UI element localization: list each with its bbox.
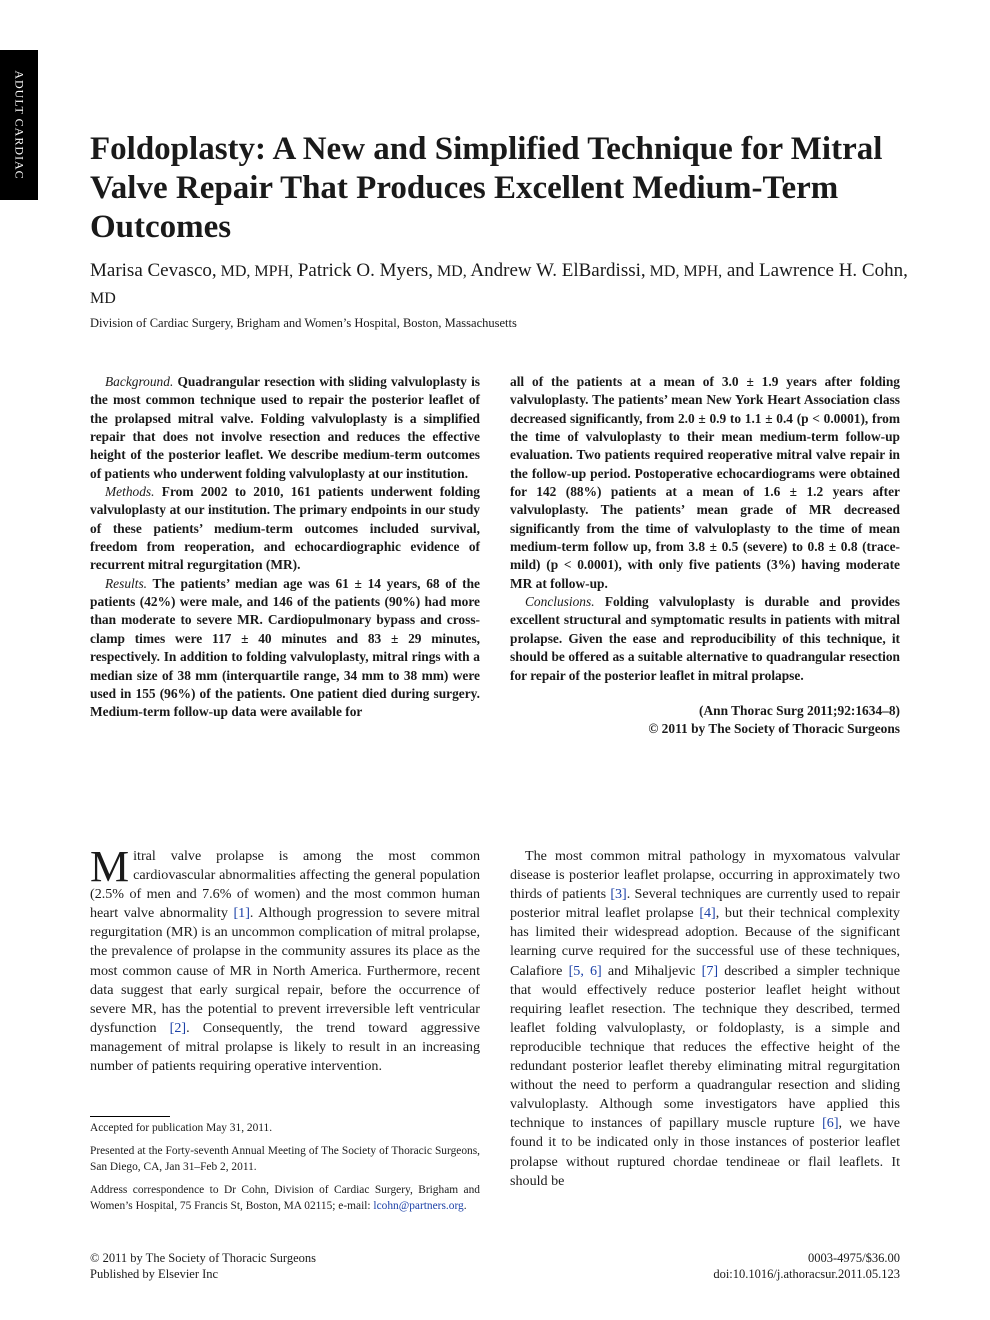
body-text: , we have found it to be indicated only in those instances of posterior leaflet prolapse without ruptured chordae tendineae or flail leaflets. It should be (510, 1115, 900, 1189)
citation-block (510, 702, 900, 739)
article-title: Foldoplasty: A New and Simplified Technique for Mitral Valve Repair That Produces Excellent Medium-Term Outcomes (90, 131, 883, 245)
author-list (90, 258, 910, 312)
section-tab-label: ADULT CARDIAC (12, 70, 27, 180)
body-text: . Although progression to severe mitral regurgitation (MR) is an uncommon complication of mitral prolapse, the prevalence of prolapse in the community assures its place as the most common cause of MR in North America. Furthermore, recent data suggest that early surgical repair, before the occurrence of severe MR, has the potential to prevent irreversible left ventricular dysfunction (90, 905, 481, 1036)
reference-link[interactable]: [2] (169, 1019, 187, 1036)
author-name: Andrew W. ElBardissi, (466, 260, 646, 281)
body-text: The most common mitral pathology in myxomatous valvular disease is posterior leaflet prolapse, occurring in approximately two thirds of patients (510, 848, 900, 903)
abstract-results-text: The patients’ median age was 61 ± 14 years, 68 of the patients (42%) were male, and 146 of the patients (90%) had more than moderate to severe MR. Cardiopulmonary bypass and cross-clamp times were 117 ± 40 minutes and 83 ± 29 minutes, respectively. In addition to folding valvuloplasty, mitral rings with a median size of 38 mm (interquartile range, 34 mm to 38 mm) were used in 155 (96%) of the patients. One patient died during surgery. Medium-term follow-up data were available for (90, 575, 480, 720)
body-text: and Mihaljevic (601, 962, 702, 979)
author-degree: MD, MPH, (216, 263, 294, 280)
author-degree: MD, (432, 263, 467, 280)
footer-publisher-name: Published by Elsevier Inc (90, 1267, 219, 1281)
body-text: . Consequently, the trend toward aggressive management of mitral prolapse is likely to result in an increasing number of patients requiring operative intervention. (90, 1019, 480, 1075)
body-text: . Several techniques are currently used to repair posterior mitral leaflet prolapse (510, 886, 900, 922)
author-name: Marisa Cevasco, (90, 260, 217, 281)
affiliation: Division of Cardiac Surgery, Brigham and Women’s Hospital, Boston, Massachusetts (90, 316, 517, 330)
reference-link[interactable]: [5, 6] (568, 962, 602, 979)
footer-issn: 0003-4975/$36.00 (807, 1251, 900, 1265)
email-link[interactable]: lcohn@partners.org (373, 1200, 464, 1212)
abstract-results-continued: all of the patients at a mean of 3.0 ± 1.9 years after folding valvuloplasty. The patients’ mean New York Heart Association class decreased significantly, from 2.0 ± 0.9 to 1.1 ± 0.4 (p < 0.0001), from the time of valvuloplasty to their mean medium-term follow-up evaluation. Two patients required reoperative mitral valve repair in the follow-up period. Postoperative echocardiograms were obtained for 142 (88%) patients at a mean of 1.6 ± 1.2 years after valvuloplasty. The patients’ mean grade of MR decreased significantly from the time of valvuloplasty to the time of mean medium-term follow up, from 3.8 ± 0.5 (severe) to 0.8 ± 0.8 (trace-mild) (p < 0.0001), with only five patients (3%) having moderate MR at follow-up. (510, 374, 900, 591)
reference-link[interactable]: [6] (822, 1115, 839, 1132)
footer-doi: doi:10.1016/j.athoracsur.2011.05.123 (713, 1267, 900, 1281)
abstract-results (90, 575, 480, 722)
abstract-conclusions-label: Conclusions. (525, 594, 595, 610)
presented-note: Presented at the Forty-seventh Annual Meeting of The Society of Thoracic Surgeons, San Diego, CA, Jan 31–Feb 2, 2011. (90, 1145, 480, 1173)
abstract-methods (90, 483, 480, 575)
footer-publisher (90, 1250, 316, 1282)
abstract-methods-text: From 2002 to 2010, 161 patients underwent folding valvuloplasty at our institution. The primary endpoints in our study of these patients’ medium-term outcomes included survival, freedom from reoperation, and echocardiographic evidence of recurrent mitral regurgitation (MR). (90, 484, 480, 573)
reference-link[interactable]: [4] (699, 905, 716, 922)
footer-copyright: © 2011 by The Society of Thoracic Surgeons (90, 1251, 317, 1265)
body-paragraph (510, 847, 900, 1191)
abstract-background-label: Background. (105, 374, 174, 389)
abstract-results-label: Results. (105, 575, 148, 591)
abstract-right-column (510, 373, 900, 739)
footnotes (90, 1120, 480, 1221)
abstract-background-text: Quadrangular resection with sliding valvuloplasty is the most common technique used to repair the posterior leaflet of the prolapsed mitral valve. Folding valvuloplasty is a simplified repair that does not involve resection and reduces the effective height of the posterior leaflet. We describe medium-term outcomes of patients who underwent folding valvuloplasty at our institution. (90, 374, 480, 481)
footer-identifiers (600, 1250, 900, 1282)
section-tab (0, 50, 38, 200)
abstract-conclusions-text: Folding valvuloplasty is durable and provides excellent structural and symptomatic results in patients with mitral prolapse. Given the ease and reproducibility of this technique, it should be offered as a suitable alternative to quadrangular resection for repair of the posterior leaflet in mitral prolapse. (510, 594, 900, 683)
abstract-conclusions (510, 593, 900, 685)
journal-citation: (Ann Thorac Surg 2011;92:1634–8) (699, 702, 900, 718)
intro-paragraph (90, 842, 481, 1076)
author-name: Patrick O. Myers, (293, 260, 433, 281)
body-left-column (90, 842, 481, 1076)
body-text: itral valve prolapse is among the most common cardiovascular abnormalities affecting the general population (2.5% of men and 7.6% of women) and the most common human heart valve abnormality (90, 848, 480, 922)
accepted-note: Accepted for publication May 31, 2011. (90, 1122, 273, 1134)
correspondence-note (90, 1182, 480, 1214)
author-degree: MD (90, 290, 116, 307)
drop-cap: M (90, 842, 130, 891)
author-degree: MD, MPH, (645, 263, 723, 280)
abstract-background (90, 373, 480, 483)
body-text: , but their technical complexity has limited their widespread adoption. Because of the significant learning curve required for the successful use of these techniques, Calafiore (510, 905, 900, 979)
correspondence-end: . (463, 1200, 467, 1212)
author-name: and Lawrence H. Cohn, (722, 260, 908, 281)
abstract-methods-label: Methods. (105, 484, 155, 500)
correspondence-text: Address correspondence to Dr Cohn, Division of Cardiac Surgery, Brigham and Women’s Hospital, 75 Francis St, Boston, MA 02115; e-mail: (90, 1184, 480, 1212)
body-right-column (510, 847, 900, 1191)
footnote-divider (90, 1116, 170, 1117)
reference-link[interactable]: [7] (701, 962, 719, 979)
body-text: described a simpler technique that would effectively reduce posterior leaflet height without requiring leaflet resection. The technique they described, termed leaflet folding valvuloplasty, or foldoplasty, is a simple and reproducible technique that reduces the effective height of the redundant posterior leaflet thereby eliminating mitral regurgitation without the need to perform a quadrangular resection and sliding valvuloplasty. Although some investigators have applied this technique to instances of papillary muscle rupture (510, 962, 900, 1132)
reference-link[interactable]: [3] (610, 886, 627, 903)
reference-link[interactable]: [1] (233, 905, 250, 922)
abstract-copyright: © 2011 by The Society of Thoracic Surgeons (648, 721, 900, 737)
abstract-left-column (90, 373, 480, 722)
